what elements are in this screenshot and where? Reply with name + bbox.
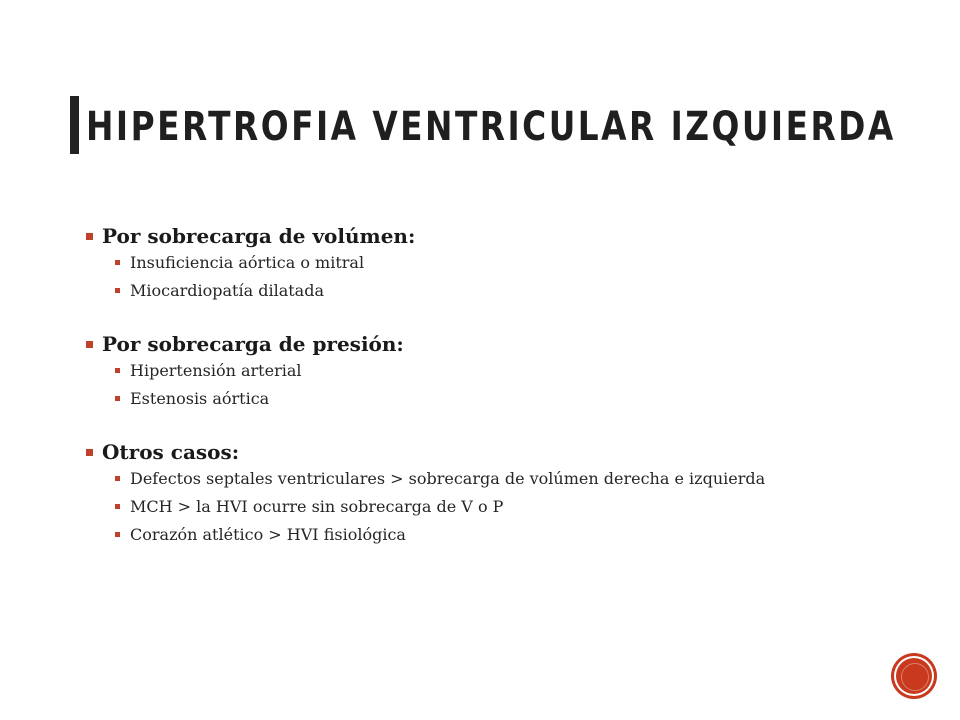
list-item [115, 498, 826, 516]
list-item-text: Estenosis aórtica [130, 389, 270, 408]
square-bullet-icon [115, 504, 120, 509]
square-bullet-icon [115, 288, 120, 293]
section-heading-text: Otros casos: [102, 440, 240, 464]
section-heading [86, 222, 826, 250]
list-item [115, 254, 826, 272]
square-bullet-icon [86, 233, 93, 240]
list-item [115, 282, 826, 300]
list-item-text: MCH > la HVI ocurre sin sobrecarga de V o P [130, 497, 504, 516]
sub-list [86, 470, 826, 544]
list-item [115, 362, 826, 380]
section-heading-text: Por sobrecarga de presión: [102, 332, 404, 356]
square-bullet-icon [115, 368, 120, 373]
title-accent-bar [70, 96, 79, 154]
section-heading-text: Por sobrecarga de volúmen: [102, 224, 416, 248]
section-volume-overload [86, 222, 826, 300]
slide-title: HIPERTROFIA VENTRICULAR IZQUIERDA [86, 104, 896, 150]
square-bullet-icon [115, 396, 120, 401]
list-item [115, 470, 826, 488]
page-number-badge-icon [894, 656, 934, 696]
list-item-text: Hipertensión arterial [130, 361, 302, 380]
slide-content [86, 222, 826, 574]
list-item-text: Corazón atlético > HVI fisiológica [130, 525, 406, 544]
square-bullet-icon [115, 532, 120, 537]
square-bullet-icon [86, 449, 93, 456]
list-item-text: Insuficiencia aórtica o mitral [130, 253, 365, 272]
square-bullet-icon [115, 476, 120, 481]
square-bullet-icon [86, 341, 93, 348]
section-pressure-overload [86, 330, 826, 408]
section-heading [86, 438, 826, 466]
sub-list [86, 254, 826, 300]
section-heading [86, 330, 826, 358]
list-item-text: Miocardiopatía dilatada [130, 281, 324, 300]
section-other-cases [86, 438, 826, 544]
list-item-text: Defectos septales ventriculares > sobrecarga de volúmen derecha e izquierda [130, 469, 766, 488]
sub-list [86, 362, 826, 408]
list-item [115, 390, 826, 408]
list-item [115, 526, 826, 544]
square-bullet-icon [115, 260, 120, 265]
